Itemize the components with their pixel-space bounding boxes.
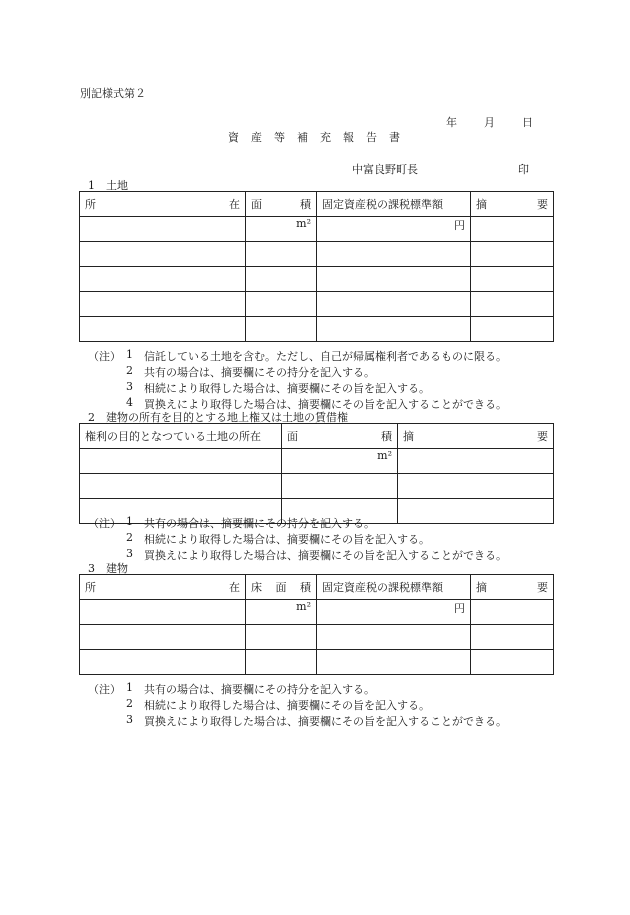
cell-assessed[interactable] — [317, 600, 471, 625]
cell-assessed[interactable] — [317, 242, 471, 267]
header-assessed-value: 固定資産税の課税標準額 — [317, 575, 471, 600]
unit-yen: 円 — [454, 602, 465, 615]
header-text: 面 — [275, 581, 287, 594]
title-char: 産 — [251, 131, 262, 144]
cell-area[interactable] — [246, 217, 317, 242]
table-row — [80, 317, 554, 342]
cell-assessed[interactable] — [317, 317, 471, 342]
title-char: 充 — [320, 131, 331, 144]
cell-area[interactable] — [246, 317, 317, 342]
header-text: 面 — [287, 430, 298, 443]
header-location — [80, 575, 246, 600]
cell-area[interactable] — [246, 242, 317, 267]
cell-area[interactable] — [246, 625, 317, 650]
header-area — [282, 424, 398, 449]
title-char: 補 — [297, 131, 308, 144]
cell-remarks[interactable] — [471, 625, 554, 650]
header-remarks — [471, 192, 554, 217]
header-text: 積 — [300, 198, 311, 211]
cell-location[interactable] — [80, 449, 282, 474]
note-number: 2 — [126, 531, 133, 544]
building-table — [79, 574, 554, 675]
cell-remarks[interactable] — [471, 242, 554, 267]
cell-area[interactable] — [246, 650, 317, 675]
title-char: 等 — [274, 131, 285, 144]
note-number: 4 — [126, 396, 133, 409]
cell-remarks[interactable] — [471, 292, 554, 317]
date-day: 日 — [522, 116, 533, 129]
header-text: 摘 — [403, 430, 414, 443]
unit-sqm: m² — [296, 217, 311, 230]
note-number: 3 — [126, 547, 133, 560]
header-text: 要 — [537, 198, 548, 211]
cell-area[interactable] — [246, 267, 317, 292]
date-year: 年 — [446, 116, 457, 129]
land-table — [79, 191, 554, 342]
title-char: 報 — [343, 131, 354, 144]
note-text: 相続により取得した場合は、摘要欄にその旨を記入する。 — [144, 382, 430, 395]
cell-remarks[interactable] — [471, 317, 554, 342]
cell-remarks[interactable] — [471, 650, 554, 675]
header-text: 在 — [229, 198, 240, 211]
note-number: 3 — [126, 713, 133, 726]
cell-area[interactable] — [246, 600, 317, 625]
cell-location[interactable] — [80, 625, 246, 650]
header-remarks — [398, 424, 554, 449]
cell-remarks[interactable] — [398, 474, 554, 499]
note-number: 2 — [126, 697, 133, 710]
header-text: 摘 — [476, 198, 487, 211]
header-text: 積 — [300, 581, 311, 594]
note-text: 買換えにより取得した場合は、摘要欄にその旨を記入することができる。 — [144, 715, 507, 728]
land-table-header — [80, 192, 554, 217]
cell-remarks[interactable] — [471, 267, 554, 292]
header-assessed-value: 固定資産税の課税標準額 — [317, 192, 471, 217]
table-row — [80, 650, 554, 675]
header-text: 所 — [85, 581, 96, 594]
note-number: 3 — [126, 380, 133, 393]
table-row — [80, 242, 554, 267]
note-text: 相続により取得した場合は、摘要欄にその旨を記入する。 — [144, 699, 430, 712]
section2-heading: 2 建物の所有を目的とする地上権又は土地の賃借権 — [88, 411, 348, 424]
unit-sqm: m² — [296, 600, 311, 613]
header-land-location: 権利の目的となつている土地の所在 — [80, 424, 282, 449]
document-title — [222, 129, 406, 145]
header-text: 要 — [537, 430, 548, 443]
cell-remarks[interactable] — [471, 600, 554, 625]
note-number: 1 — [126, 681, 133, 694]
header-location — [80, 192, 246, 217]
note-text: 相続により取得した場合は、摘要欄にその旨を記入する。 — [144, 533, 430, 546]
cell-assessed[interactable] — [317, 267, 471, 292]
table-row — [80, 625, 554, 650]
cell-remarks[interactable] — [398, 499, 554, 524]
unit-sqm: m² — [377, 449, 392, 462]
header-text: 面 — [251, 198, 262, 211]
date-month: 月 — [484, 116, 495, 129]
note-text: 買換えにより取得した場合は、摘要欄にその旨を記入することができる。 — [144, 549, 507, 562]
cell-assessed[interactable] — [317, 625, 471, 650]
cell-remarks[interactable] — [398, 449, 554, 474]
cell-location[interactable] — [80, 650, 246, 675]
cell-location[interactable] — [80, 242, 246, 267]
header-remarks — [471, 575, 554, 600]
form-number: 別記様式第２ — [80, 87, 146, 100]
header-area — [246, 192, 317, 217]
table-row — [80, 267, 554, 292]
cell-remarks[interactable] — [471, 217, 554, 242]
note-number: 2 — [126, 364, 133, 377]
note-number: 1 — [126, 348, 133, 361]
table-row — [80, 474, 554, 499]
header-text: 所 — [85, 198, 96, 211]
cell-location[interactable] — [80, 267, 246, 292]
note-1 — [88, 348, 507, 364]
cell-location[interactable] — [80, 474, 282, 499]
note-text: 買換えにより取得した場合は、摘要欄にその旨を記入することができる。 — [144, 398, 507, 411]
note-1 — [88, 515, 375, 531]
note-text: 共有の場合は、摘要欄にその持分を記入する。 — [144, 683, 375, 696]
note-text: 信託している土地を含む。ただし、自己が帰属権利者であるものに限る。 — [144, 350, 507, 363]
note-text: 共有の場合は、摘要欄にその持分を記入する。 — [144, 517, 375, 530]
table-row — [80, 217, 554, 242]
note-prefix: （注） — [88, 350, 121, 363]
header-text: 在 — [229, 581, 240, 594]
note-number: 1 — [126, 515, 133, 528]
cell-area[interactable] — [282, 449, 398, 474]
title-char: 資 — [228, 131, 239, 144]
cell-location[interactable] — [80, 317, 246, 342]
header-floor-area — [246, 575, 317, 600]
cell-location[interactable] — [80, 292, 246, 317]
cell-location[interactable] — [80, 217, 246, 242]
note-prefix: （注） — [88, 517, 121, 530]
cell-area[interactable] — [282, 474, 398, 499]
header-text: 床 — [251, 581, 262, 594]
table-row — [80, 292, 554, 317]
header-text: 積 — [381, 430, 392, 443]
leasehold-table-header — [80, 424, 554, 449]
seal-mark: 印 — [518, 163, 529, 176]
title-char: 書 — [389, 131, 400, 144]
cell-assessed[interactable] — [317, 217, 471, 242]
section3-heading: 3 建物 — [88, 562, 128, 575]
note-prefix: （注） — [88, 683, 121, 696]
header-text: 要 — [537, 581, 548, 594]
header-text: 摘 — [476, 581, 487, 594]
cell-assessed[interactable] — [317, 650, 471, 675]
note-1 — [88, 681, 375, 697]
cell-area[interactable] — [246, 292, 317, 317]
cell-assessed[interactable] — [317, 292, 471, 317]
unit-yen: 円 — [454, 219, 465, 232]
cell-location[interactable] — [80, 600, 246, 625]
leasehold-table — [79, 423, 554, 524]
table-row — [80, 449, 554, 474]
note-text: 共有の場合は、摘要欄にその持分を記入する。 — [144, 366, 375, 379]
table-row — [80, 600, 554, 625]
building-table-header — [80, 575, 554, 600]
title-char: 告 — [366, 131, 377, 144]
date-line — [446, 114, 533, 130]
section1-heading: 1 土地 — [88, 179, 128, 192]
addressee: 中富良野町長 — [352, 163, 418, 176]
